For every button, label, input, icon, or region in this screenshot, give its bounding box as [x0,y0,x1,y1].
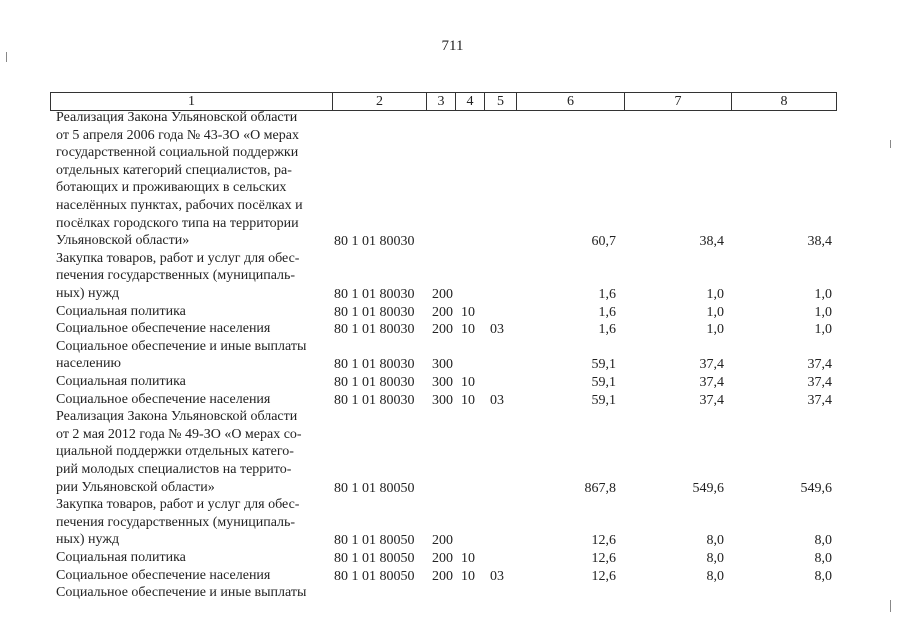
row-description-line: ных) нужд [56,286,120,301]
row-value-col-6: 12,6 [591,568,616,584]
row-code: 80 1 01 80050 [334,480,415,496]
row-description-line: Социальное обеспечение населения [56,567,271,583]
row-col-5: 03 [490,568,504,584]
header-col-8: 8 [731,93,836,110]
scan-mark [890,600,891,612]
row-value-col-7: 8,0 [706,568,724,584]
row-description-line: циальной поддержки отдельных катего- [56,444,294,460]
row-value-col-8: 8,0 [814,551,832,566]
row-description-line: Закупка товаров, работ и услуг для обес- [56,250,300,266]
row-value-col-8: 549,6 [800,480,832,496]
row-code: 80 1 01 80030 [334,287,415,302]
row-col-3: 300 [432,392,453,408]
row-value-col-8: 1,0 [814,322,832,338]
row-value-col-6: 12,6 [591,551,616,566]
header-col-3: 3 [426,93,455,110]
row-code: 80 1 01 80030 [334,357,415,373]
row-description-line: Реализация Закона Ульяновской области [56,110,298,125]
row-col-4: 10 [461,375,475,390]
row-description-line: посёлках городского типа на территории [56,215,299,231]
row-value-col-8: 37,4 [807,392,832,408]
row-description-line: печения государственных (муниципаль- [56,268,296,284]
row-value-col-7: 1,0 [706,322,724,338]
row-description-line: ботающих и проживающих в сельских [56,180,287,196]
header-col-6: 6 [516,93,624,110]
row-value-col-6: 59,1 [591,375,616,390]
row-code: 80 1 01 80050 [334,533,415,549]
row-description-line: населению [56,356,121,372]
row-description-line: государственной социальной поддержки [56,145,299,161]
row-value-col-6: 12,6 [591,533,616,549]
row-value-col-7: 37,4 [699,357,724,373]
row-description-line: Социальное обеспечение населения [56,321,271,337]
header-col-5: 5 [484,93,516,110]
row-code: 80 1 01 80030 [334,375,415,390]
row-value-col-7: 549,6 [692,480,724,496]
row-value-col-8: 1,0 [814,304,832,320]
row-col-3: 200 [432,568,453,584]
row-value-col-8: 37,4 [807,375,832,390]
row-code: 80 1 01 80030 [334,392,415,408]
row-value-col-6: 1,6 [598,322,616,338]
row-value-col-6: 60,7 [591,234,616,250]
row-col-4: 10 [461,568,475,584]
row-value-col-6: 59,1 [591,357,616,373]
row-col-3: 200 [432,322,453,338]
row-col-3: 300 [432,375,453,390]
row-value-col-7: 37,4 [699,375,724,390]
row-col-3: 200 [432,304,453,320]
row-value-col-6: 867,8 [584,480,616,496]
row-description-line: Социальная политика [56,374,186,389]
scan-mark [6,52,7,62]
row-col-5: 03 [490,392,504,408]
row-value-col-8: 8,0 [814,533,832,549]
row-description-line: Социальная политика [56,303,186,319]
row-description-line: Ульяновской области» [56,233,190,249]
row-col-3: 300 [432,357,453,373]
row-value-col-7: 38,4 [699,234,724,250]
row-description-line: Социальное обеспечение и иные выплаты [56,338,307,354]
row-code: 80 1 01 80030 [334,304,415,320]
row-description-line: печения государственных (муниципаль- [56,514,296,530]
row-description-line: ных) нужд [56,532,120,548]
row-description-line: от 5 апреля 2006 года № 43-ЗО «О мерах [56,127,299,143]
row-value-col-7: 8,0 [706,551,724,566]
row-value-col-6: 1,6 [598,304,616,320]
row-value-col-7: 1,0 [706,287,724,302]
row-description-line: Социальная политика [56,550,186,565]
row-code: 80 1 01 80030 [334,234,415,250]
row-description-line: рий молодых специалистов на террито- [56,462,292,477]
header-col-1: 1 [188,94,195,109]
row-description-line: Социальное обеспечение и иные выплаты [56,585,307,601]
row-col-3: 200 [432,287,453,302]
row-description-line: от 2 мая 2012 года № 49-ЗО «О мерах со- [56,426,302,442]
row-value-col-6: 1,6 [598,287,616,302]
row-col-3: 200 [432,551,453,566]
row-value-col-8: 37,4 [807,357,832,373]
row-value-col-8: 38,4 [807,234,832,250]
row-description-line: рии Ульяновской области» [56,479,215,495]
row-code: 80 1 01 80030 [334,322,415,338]
header-col-7: 7 [624,93,731,110]
row-value-col-8: 1,0 [814,287,832,302]
page-number: 711 [441,38,464,54]
row-description-line: населённых пунктах, рабочих посёлках и [56,198,303,213]
scan-mark [890,140,891,148]
row-col-5: 03 [490,322,504,338]
row-col-4: 10 [461,322,475,338]
header-col-4: 4 [455,93,484,110]
header-col-2: 2 [332,93,426,110]
row-value-col-6: 59,1 [591,392,616,408]
row-value-col-7: 1,0 [706,304,724,320]
row-value-col-7: 8,0 [706,533,724,549]
row-col-4: 10 [461,304,475,320]
row-col-4: 10 [461,392,475,408]
row-value-col-8: 8,0 [814,568,832,584]
row-value-col-7: 37,4 [699,392,724,408]
row-col-4: 10 [461,551,475,566]
row-code: 80 1 01 80050 [334,551,415,566]
row-description-line: Реализация Закона Ульяновской области [56,409,298,425]
row-col-3: 200 [432,533,453,549]
row-code: 80 1 01 80050 [334,568,415,584]
row-description-line: отдельных категорий специалистов, ра- [56,162,292,178]
row-description-line: Закупка товаров, работ и услуг для обес- [56,497,300,513]
row-description-line: Социальное обеспечение населения [56,391,271,407]
